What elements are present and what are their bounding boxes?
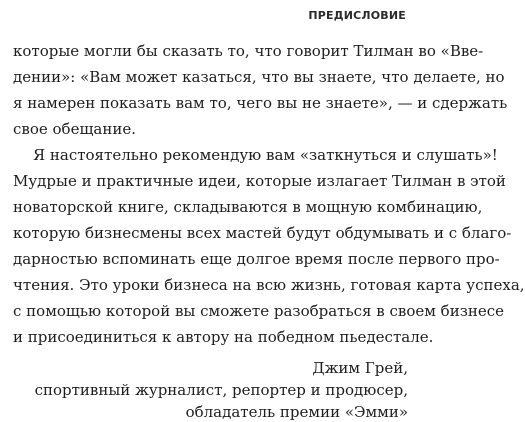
text-line: которые могли бы сказать то, что говорит Тилман во «Вве-: [13, 42, 484, 60]
text-line: чтения. Это уроки бизнеса на всю жизнь, готовая карта успеха,: [13, 276, 525, 294]
paragraph-first-line: Я настоятельно рекомендую вам «заткнуться и слушать»!: [33, 146, 498, 164]
author-role: спортивный журналист, репортер и продюсер,: [34, 381, 408, 399]
text-line: дении»: «Вам может казаться, что вы знаете, что делаете, но: [13, 68, 505, 86]
text-line: с помощью которой вы сможете разобраться в своем бизнесе: [13, 302, 505, 320]
author-award: обладатель премии «Эмми»: [185, 403, 408, 421]
text-line: свое обещание.: [13, 120, 136, 138]
text-line: которую бизнесмены всех мастей будут обдумывать и с благо-: [13, 224, 512, 242]
text-line: Мудрые и практичные идеи, которые излагает Тилман в этой: [13, 172, 506, 190]
text-line: и присоединиться к автору на победном пьедестале.: [13, 328, 434, 346]
text-line: новаторской книге, складываются в мощную комбинацию,: [13, 198, 483, 216]
running-header: ПРЕДИСЛОВИЕ: [308, 9, 406, 22]
text-line: я намерен показать вам то, чего вы не знаете», — и сдержать: [13, 94, 508, 112]
author-name: Джим Грей,: [312, 359, 408, 377]
text-line: дарностью вспоминать еще долгое время после первого про-: [13, 250, 500, 268]
